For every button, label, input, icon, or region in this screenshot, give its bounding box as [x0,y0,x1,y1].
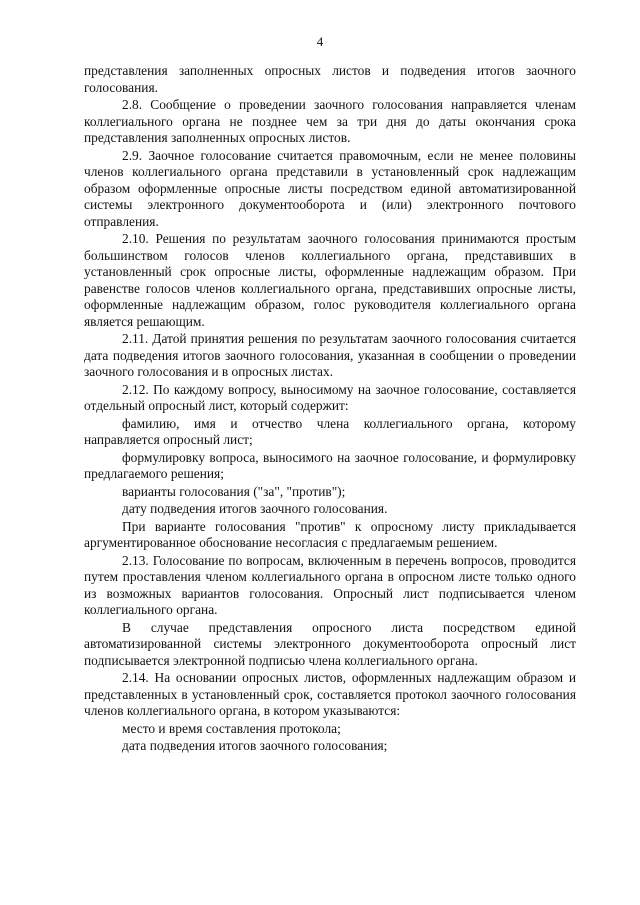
paragraph-electronic-signature: В случае представления опросного листа посредством единой автоматизированной системы электронного документооборота опросный лист подписывается электронной подписью члена коллегиального органа. [84,619,576,668]
paragraph-2-10: 2.10. Решения по результатам заочного голосования принимаются простым большинством голосов членов коллегиального органа, представивших в установленный срок опросные листы, оформленные надлежащим образом. При равенстве голосов членов коллегиального органа, представивших опросные листы, оформленные надлежащим образом, голос руководителя коллегиального органа является решающим. [84,231,576,329]
list-item-protocol-place-time: место и время составления протокола; [122,720,341,736]
paragraph-continuation: представления заполненных опросных листов и подведения итогов заочного голосования. [84,63,576,95]
list-item-voting-options: варианты голосования ("за", "против"); [122,483,346,499]
paragraph-2-8: 2.8. Сообщение о проведении заочного голосования направляется членам коллегиального органа не позднее чем за три дня до даты окончания срока представления заполненных опросных листов. [84,97,576,145]
paragraph-2-13: 2.13. Голосование по вопросам, включенным в перечень вопросов, проводится путем проставления членом коллегиального органа в опросном листе только одного из возможных вариантов голосования. Опросный лист подписывается членом коллегиального органа. [84,552,576,617]
list-item-question-wording: формулировку вопроса, выносимого на заочное голосование, и формулировку предлагаемого решения; [84,449,576,481]
paragraph-2-12: 2.12. По каждому вопросу, выносимому на заочное голосование, составляется отдельный опросный лист, который содержит: [84,381,576,413]
paragraph-against-vote: При варианте голосования "против" к опросному листу прикладывается аргументированное обоснование несогласия с предлагаемым решением. [84,518,576,550]
paragraph-2-11: 2.11. Датой принятия решения по результатам заочного голосования считается дата подведения итогов заочного голосования, указанная в сообщении о проведении заочного голосования и в опросных листах. [84,331,576,379]
list-item-full-name: фамилию, имя и отчество члена коллегиального органа, которому направляется опросный лист; [84,415,576,447]
list-item-results-date: дату подведения итогов заочного голосования. [122,501,388,516]
paragraph-2-14: 2.14. На основании опросных листов, оформленных надлежащим образом и представленных в установленный срок, составляется протокол заочного голосования членов коллегиального органа, в котором указываются: [84,670,576,718]
document-body [84,63,576,755]
list-item-protocol-results-date: дата подведения итогов заочного голосования; [122,738,388,753]
paragraph-2-9: 2.9. Заочное голосование считается правомочным, если не менее половины членов коллегиального органа представили в установленный срок надлежащим образом оформленные опросные листы посредством единой автоматизированной системы электронного документооборота и (или) электронного почтового отправления. [84,147,576,229]
page-number: 4 [316,34,324,49]
